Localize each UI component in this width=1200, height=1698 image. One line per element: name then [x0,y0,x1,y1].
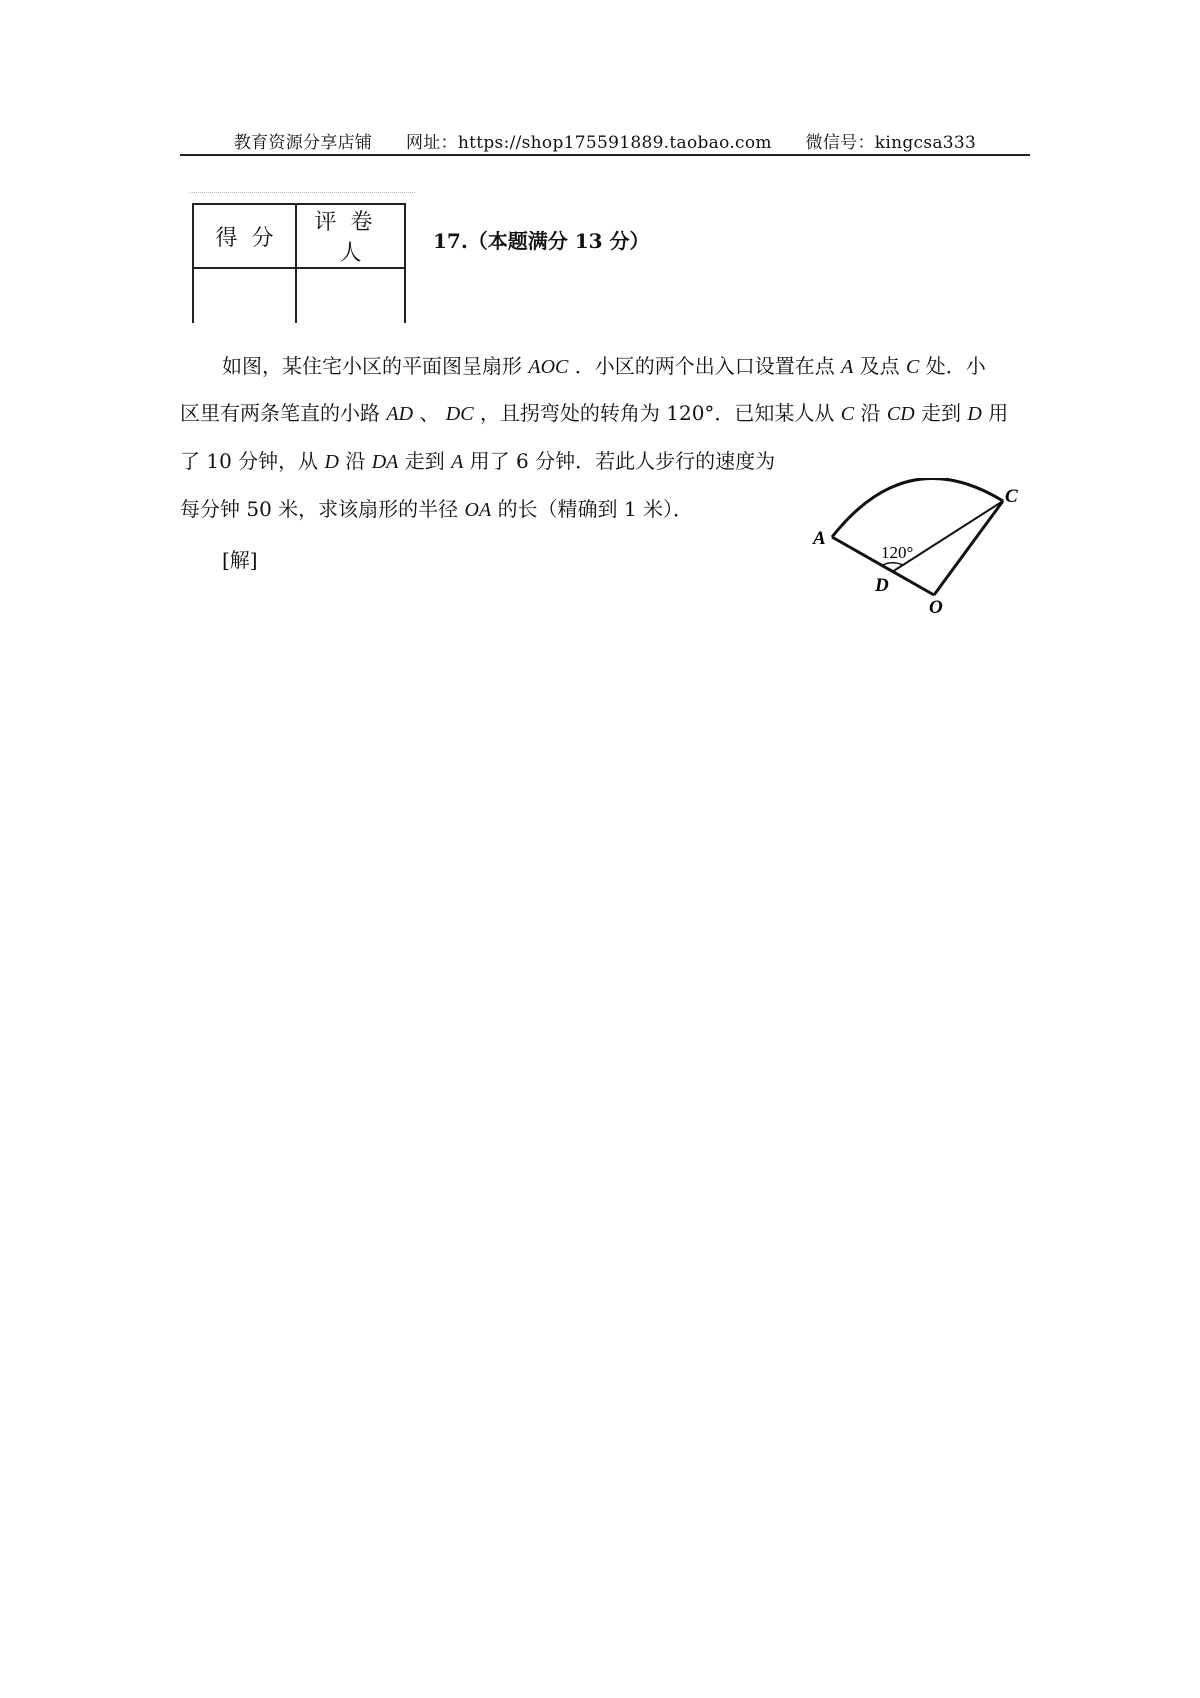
shop-name: 教育资源分享店铺 [233,133,373,153]
score-header: 得分 [193,204,296,268]
wechat-id: 微信号：kingcsa333 [805,133,977,153]
header-rule [180,154,1030,156]
sector-diagram [805,478,1045,618]
question-line-4: 每分钟 50 米，求该扇形的半径 OA 的长（精确到 1 米）． [180,497,694,521]
label-o: O [929,597,943,618]
grader-cell [296,268,405,323]
angle-label: 120° [881,543,914,562]
label-d: D [875,575,889,596]
page-header [180,128,1030,153]
question-line-3: 了 10 分钟，从 D 沿 DA 走到 A 用了 6 分钟．若此人步行的速度为 [180,449,776,473]
question-line-1: 如图，某住宅小区的平面图呈扇形 AOC ．小区的两个出入口设置在点 A 及点 C 处．小 [222,354,986,378]
shop-url: 网址：https://shop175591889.taobao.com [405,133,772,153]
score-table [192,203,406,323]
radius-oc [934,501,1003,595]
grader-header: 评卷人 [296,204,405,268]
question-line-2: 区里有两条笔直的小路 AD 、 DC ，且拐弯处的转角为 120°．已知某人从 C 沿 CD 走到 D 用 [180,401,1009,425]
dotted-separator [190,192,415,193]
score-cell [193,268,296,323]
label-a: A [813,528,826,549]
question-title: 17.（本题满分 13 分） [433,229,650,253]
answer-label: [解] [222,548,258,572]
arc-ac [832,478,1003,537]
label-c: C [1005,486,1018,507]
